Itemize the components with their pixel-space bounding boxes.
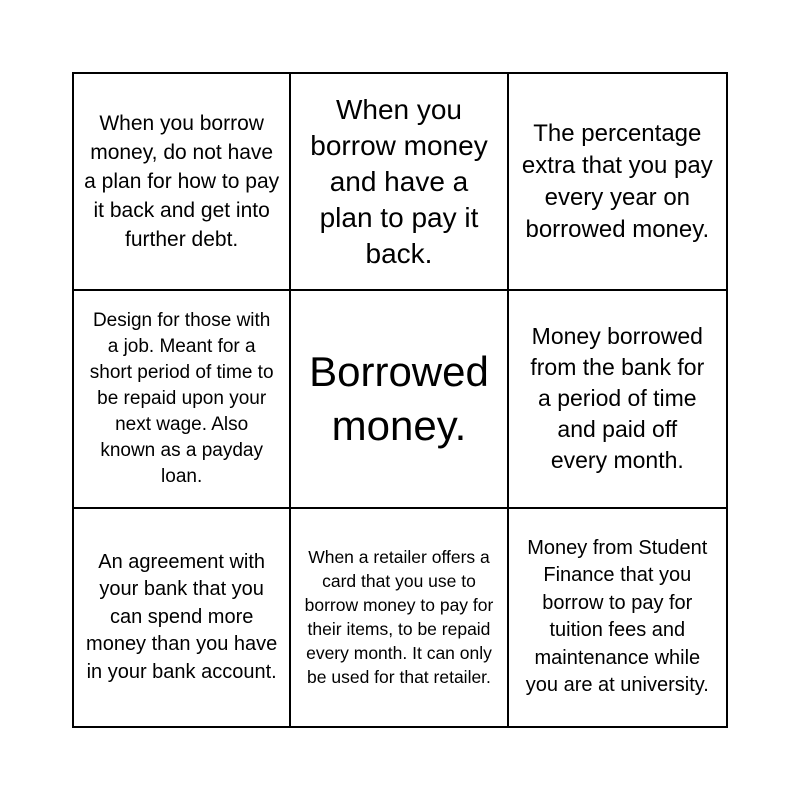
- bingo-cell-9-text: Money from Student Finance that you borrow to pay for tuition fees and maintenance while you are at university.: [525, 536, 709, 697]
- bingo-cell-3-text: The percentage extra that you pay every year on borrowed money.: [521, 119, 713, 243]
- bingo-cell-2-text: When you borrow money and have a plan to pay it back.: [310, 93, 488, 269]
- bingo-cell-6: [509, 291, 726, 508]
- bingo-cell-2: [291, 74, 508, 291]
- bingo-cell-4-text: Design for those with a job. Meant for a short period of time to be repaid upon your next wage. Also known as a payday loan.: [89, 309, 274, 487]
- bingo-cell-7: [74, 509, 291, 726]
- bingo-cell-8: [291, 509, 508, 726]
- bingo-cell-4: [74, 291, 291, 508]
- bingo-cell-9: [509, 509, 726, 726]
- bingo-cell-free-text: Borrowed money.: [309, 347, 489, 449]
- bingo-grid: [72, 72, 728, 728]
- bingo-cell-8-text: When a retailer offers a card that you use to borrow money to pay for their items, to be repaid every month. It can only be used for that retailer.: [304, 547, 494, 688]
- bingo-cell-6-text: Money borrowed from the bank for a period of time and paid off every month.: [530, 323, 705, 474]
- bingo-cell-7-text: An agreement with your bank that you can spend more money than you have in your bank account.: [86, 550, 278, 683]
- bingo-cell-1: [74, 74, 291, 291]
- bingo-cell-1-text: When you borrow money, do not have a plan for how to pay it back and get into further debt.: [84, 112, 280, 252]
- bingo-cell-3: [509, 74, 726, 291]
- bingo-cell-free: [291, 291, 508, 508]
